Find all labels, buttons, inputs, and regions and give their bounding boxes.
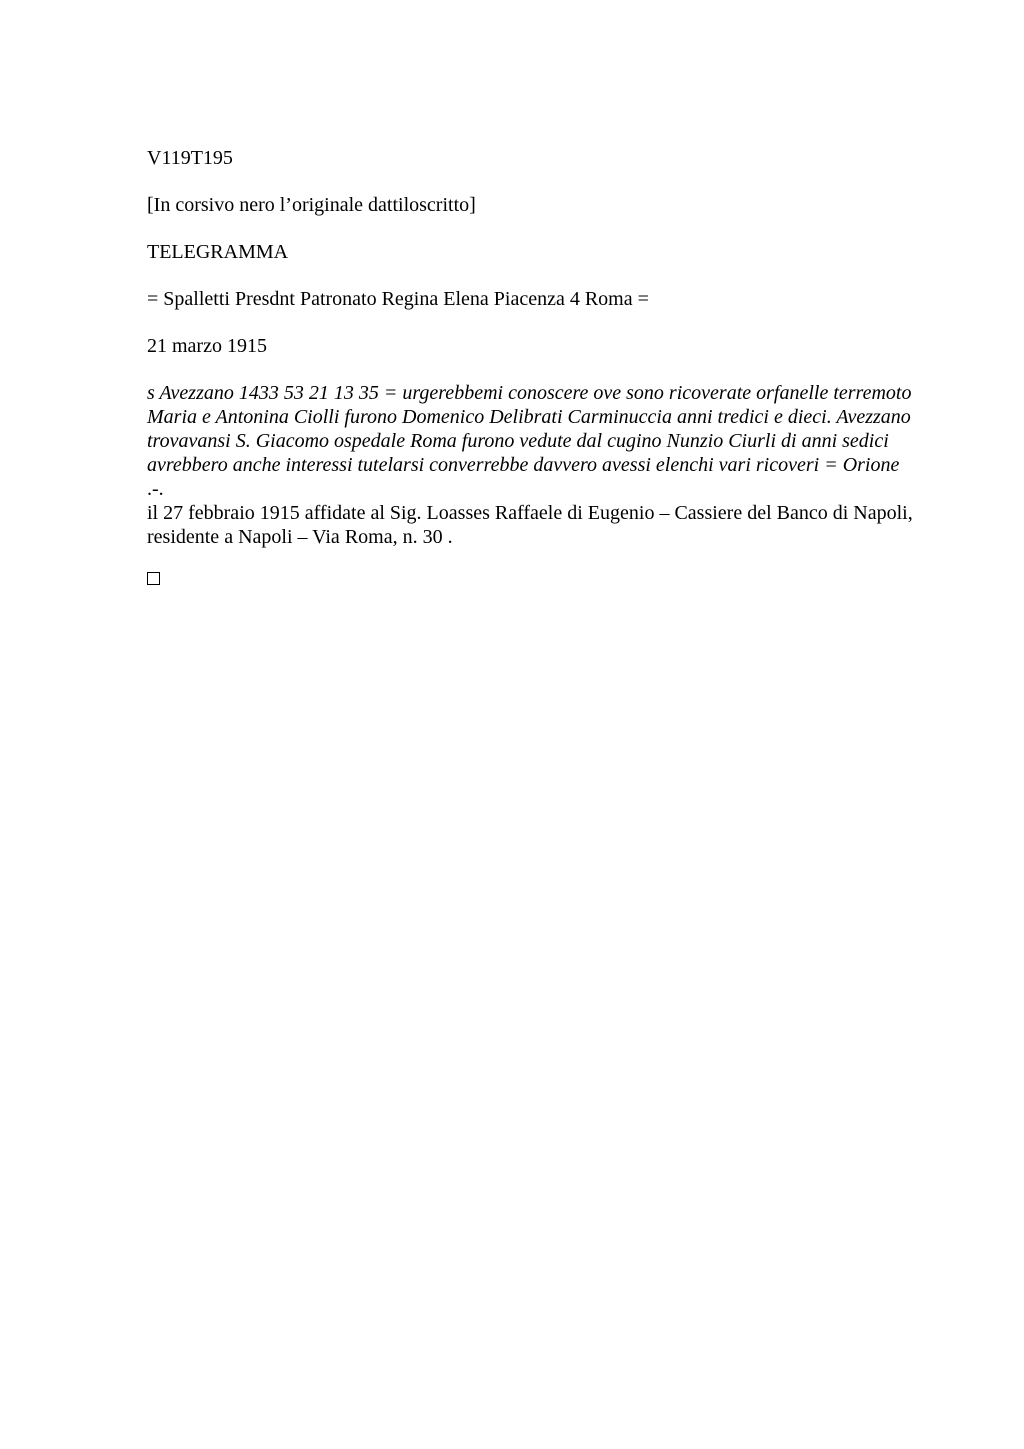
handwritten-annotation: il 27 febbraio 1915 affidate al Sig. Loasses Raffaele di Eugenio – Cassiere del Banco di Napoli, residente a Napoli – Via Roma, n. 30 . [147,502,913,548]
checkbox-square-icon [147,572,160,585]
telegram-date: 21 marzo 1915 [147,335,267,357]
document-code: V119T195 [147,147,233,169]
telegram-body [147,381,917,501]
transcription-note: [In corsivo nero l’originale dattiloscritto] [147,194,476,216]
telegram-body-italic: s Avezzano 1433 53 21 13 35 = urgerebbemi conoscere ove sono ricoverate orfanelle terremoto Maria e Antonina Ciolli furono Domenico Delibrati Carminuccia anni tredici e dieci. Avezzano trovavansi S. Giacomo ospedale Roma furono vedute dal cugino Nunzio Ciurli di anni sedici avrebbero anche interessi tutelarsi converrebbe davvero avessi elenchi vari ricoveri = Orione [147,382,912,476]
document-page [147,146,917,585]
telegram-body-tail: .-. [147,478,164,500]
telegram-address: = Spalletti Presdnt Patronato Regina Elena Piacenza 4 Roma = [147,288,649,310]
document-heading: TELEGRAMMA [147,241,289,263]
